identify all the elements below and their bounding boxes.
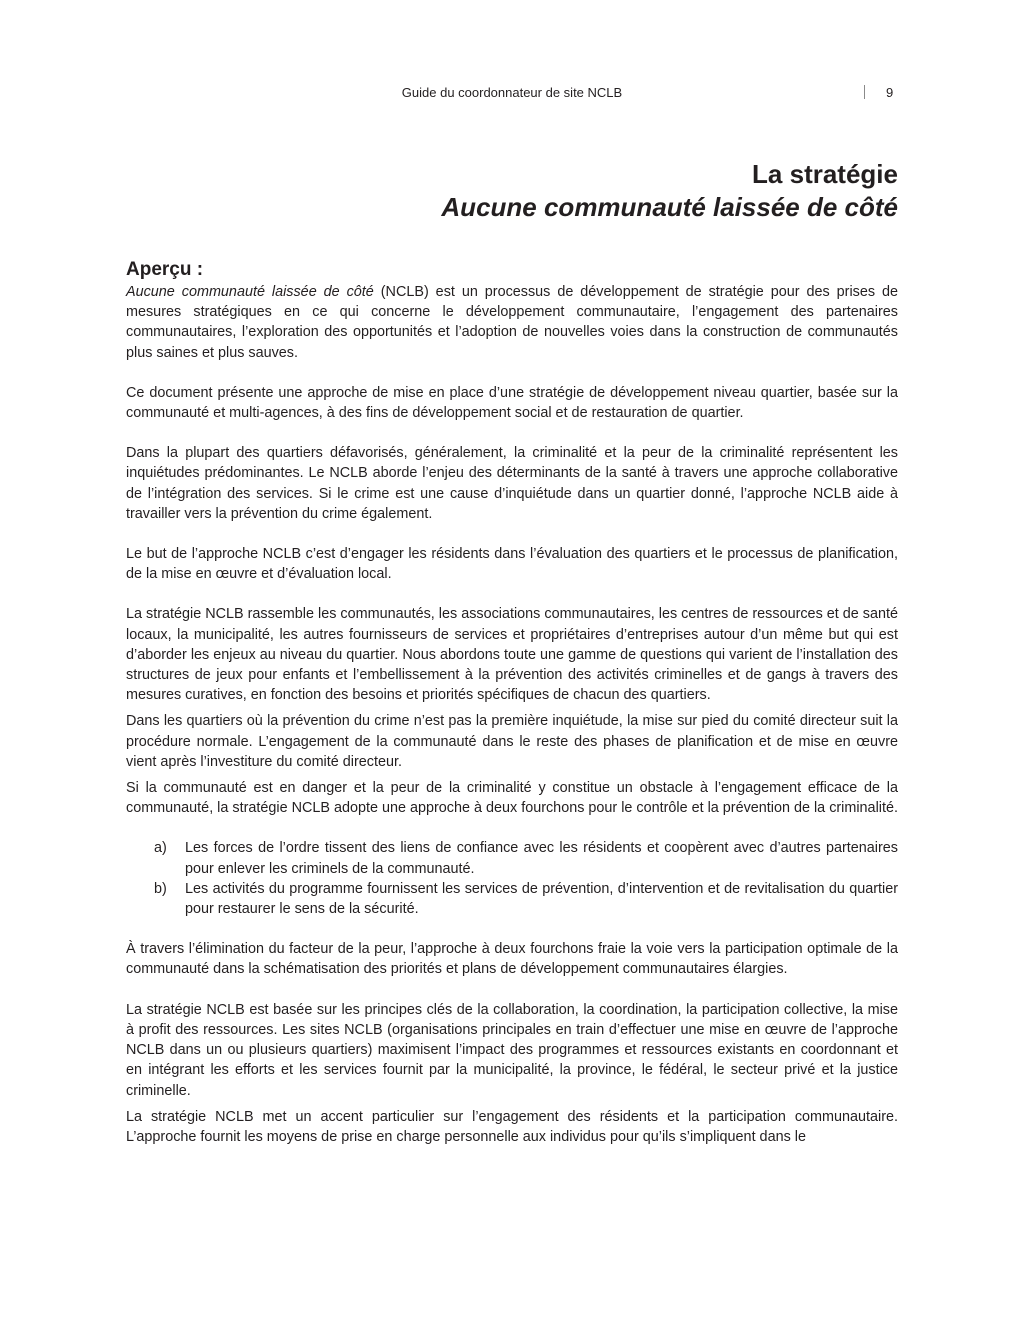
- paragraph: À travers l’élimination du facteur de la peur, l’approche à deux fourchons fraie la voie vers la participation optimale de la communauté dans la schématisation des priorités et plans de développement communautaires élargies.: [126, 941, 898, 978]
- paragraph: Le but de l’approche NCLB c’est d’engager les résidents dans l’évaluation des quartiers et le processus de planification, de la mise en œuvre et d’évaluation local.: [126, 546, 898, 583]
- paragraph: La stratégie NCLB met un accent particulier sur l’engagement des résidents et la participation communautaire. L’approche fournit les moyens de prise en charge personnelle aux individus pour qu’ils s’impliquent dans le: [126, 1108, 898, 1145]
- intro-text: (NCLB) est un processus de développement de stratégie pour des prises de mesures stratégiques en ce qui concerne le développement communautaire, l’engagement des partenaires communautaires, l’exploration des opportunités et l’adoption de nouvelles voies dans la construction de communautés plus saines et plus sauves.: [126, 284, 898, 361]
- header-divider: [864, 85, 865, 99]
- lettered-list: [126, 838, 898, 919]
- page-title: La stratégie: [752, 159, 898, 189]
- paragraph: Dans la plupart des quartiers défavorisés, généralement, la criminalité et la peur de la criminalité représentent les inquiétudes prédominantes. Le NCLB aborde l’enjeu des déterminants de la santé à travers une approche collaborative de l’intégration des services. Si le crime est une cause d’inquiétude dans un quartier donné, l’approche NCLB aide à travailler vers la prévention du crime également.: [126, 445, 898, 522]
- list-item-text: Les forces de l’ordre tissent des liens de confiance avec les résidents et coopèrent avec d’autres partenaires pour enlever les criminels de la communauté.: [185, 840, 898, 877]
- list-item-text: Les activités du programme fournissent les services de prévention, d’intervention et de revitalisation du quartier pour restaurer le sens de la sécurité.: [185, 880, 898, 918]
- paragraph: Si la communauté est en danger et la peur de la criminalité y constitue un obstacle à l’engagement efficace de la communauté, la stratégie NCLB adopte une approche à deux fourchons pour le contrôle et la prévention de la criminalité.: [126, 780, 898, 817]
- intro-italic-title: Aucune communauté laissée de côté: [126, 284, 374, 300]
- section-heading: Aperçu :: [126, 259, 204, 280]
- title-block: [441, 158, 898, 224]
- paragraph-intro: [126, 282, 898, 363]
- list-marker: b): [154, 880, 167, 897]
- list-item: [126, 838, 898, 878]
- paragraph: Dans les quartiers où la prévention du crime n’est pas la première inquiétude, la mise sur pied du comité directeur suit la procédure normale. L’engagement de la communauté dans le reste des phases de planification et de mise en œuvre vient après l’investiture du comité directeur.: [126, 713, 898, 770]
- paragraph: La stratégie NCLB rassemble les communautés, les associations communautaires, les centres de ressources et de santé locaux, la municipalité, les autres fournisseurs de services et propriétaires d’entreprises autour d’un même but qui est d’aborder les enjeux au niveau du quartier. Nous abordons toute une gamme de questions qui varient de l’installation des structures de jeux pour enfants et l’embellissement à la prévention des activités criminelles et de gangs à travers des mesures curatives, en fonction des besoins et priorités spécifiques de chacun des quartiers.: [126, 606, 898, 704]
- running-header: [0, 84, 1024, 104]
- paragraph: La stratégie NCLB est basée sur les principes clés de la collaboration, la coordination, la participation collective, la mise à profit des ressources. Les sites NCLB (organisations principales en train d’effectuer une mise en œuvre de l’approche NCLB dans un ou plusieurs quartiers) maximisent l’impact des programmes et ressources existants en coordonnant et en intégrant les efforts et les services fournit par la municipalité, la province, le fédéral, le secteur privé et la justice criminelle.: [126, 1001, 898, 1099]
- running-header-title: Guide du coordonnateur de site NCLB: [401, 85, 623, 100]
- main-content: [126, 258, 898, 1147]
- page-number: 9: [886, 85, 894, 100]
- list-item: [126, 879, 898, 919]
- page-subtitle: Aucune communauté laissée de côté: [441, 192, 898, 222]
- paragraph: Ce document présente une approche de mise en place d’une stratégie de développement niveau quartier, basée sur la communauté et multi-agences, à des fins de développement social et de restauration de quartier.: [126, 384, 898, 422]
- list-marker: a): [154, 840, 167, 857]
